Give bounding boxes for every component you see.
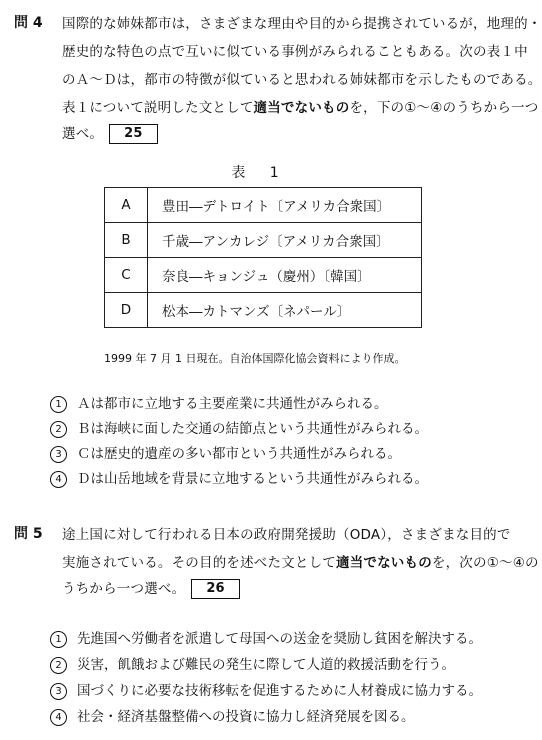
table-note: 1999 年 7 月 1 日現在。自治体国際化協会資料により作成。 — [104, 352, 406, 365]
table-key: B — [105, 223, 148, 258]
q5-text-line-1: 途上国に対して行われる日本の政府開発援助（ODA），さまざまな目的で — [62, 527, 511, 543]
table-key: A — [105, 188, 148, 223]
table-value: 奈良―キョンジュ（慶州）〔韓国〕 — [148, 258, 422, 293]
option-text: 先進国へ労働者を派遣して母国への送金を奨励し貧困を解決する。 — [77, 631, 482, 647]
q5-text-line-2-a: 実施されている。その目的を述べた文として — [62, 555, 336, 571]
q5-select-text: うちから一つ選べ。 — [62, 581, 186, 597]
option-number-1-icon: 1 — [50, 396, 67, 413]
option-number-1-icon: 1 — [50, 631, 67, 648]
table-key: C — [105, 258, 148, 293]
q4-option-2[interactable] — [50, 417, 428, 438]
q4-answer-box[interactable]: 25 — [109, 124, 158, 144]
table-1 — [104, 187, 422, 328]
q4-text-line-4 — [62, 96, 538, 116]
q5-option-3[interactable] — [50, 679, 482, 700]
option-number-2-icon: 2 — [50, 657, 67, 674]
option-text: Ａは都市に立地する主要産業に共通性がみられる。 — [77, 396, 388, 412]
option-text: 社会・経済基盤整備への投資に協力し経済発展を図る。 — [77, 709, 415, 725]
option-number-4-icon: 4 — [50, 471, 67, 488]
option-text: Ｄは山岳地域を背景に立地するという共通性がみられる。 — [77, 471, 428, 487]
q4-text-line-2: 歴史的な特色の点で互いに似ている事例がみられることもある。次の表１中 — [62, 44, 528, 60]
table-row — [105, 223, 422, 258]
table-row — [105, 258, 422, 293]
q5-option-2[interactable] — [50, 653, 455, 674]
table-key: D — [105, 293, 148, 328]
q5-option-4[interactable] — [50, 705, 415, 726]
q4-option-1[interactable] — [50, 392, 388, 413]
option-number-3-icon: 3 — [50, 446, 67, 463]
q4-label: 問 4 — [14, 15, 43, 31]
option-number-2-icon: 2 — [50, 421, 67, 438]
q4-emphasis: 適当でないもの — [253, 100, 350, 116]
q4-text-line-4-b: を，下の①～④のうちから一つ — [349, 100, 539, 116]
q5-label: 問 5 — [14, 526, 43, 542]
table-row — [105, 293, 422, 328]
option-text: 災害，飢餓および難民の発生に際して人道的救援活動を行う。 — [77, 657, 455, 673]
table-value: 豊田―デトロイト〔アメリカ合衆国〕 — [148, 188, 422, 223]
option-text: Ｂは海峡に面した交通の結節点という共通性がみられる。 — [77, 421, 428, 437]
table-value: 松本―カトマンズ〔ネパール〕 — [148, 293, 422, 328]
q4-text-line-5 — [62, 122, 158, 144]
option-text: Ｃは歴史的遺産の多い都市という共通性がみられる。 — [77, 446, 401, 462]
table-row — [105, 188, 422, 223]
option-text: 国づくりに必要な技術移転を促進するために人材養成に協力する。 — [77, 683, 482, 699]
q5-emphasis: 適当でないもの — [336, 555, 432, 571]
table-value: 千歳―アンカレジ〔アメリカ合衆国〕 — [148, 223, 422, 258]
q4-text-line-3: のＡ～Ｄは，都市の特徴が似ていると思われる姉妹都市を示したものである。 — [62, 72, 542, 88]
q4-option-3[interactable] — [50, 442, 401, 463]
q5-text-line-2-b: を，次の①～④の — [431, 555, 539, 571]
option-number-4-icon: 4 — [50, 709, 67, 726]
q4-select-text: 選べ。 — [62, 126, 104, 142]
q4-option-4[interactable] — [50, 467, 428, 488]
q5-text-line-3 — [62, 577, 240, 599]
q5-answer-box[interactable]: 26 — [191, 579, 240, 599]
table-title: 表 1 — [231, 165, 289, 181]
q4-text-line-4-a: 表１について説明した文として — [62, 100, 254, 116]
q5-option-1[interactable] — [50, 627, 482, 648]
q5-text-line-2 — [62, 551, 539, 571]
option-number-3-icon: 3 — [50, 683, 67, 700]
q4-text-line-1: 国際的な姉妹都市は，さまざまな理由や目的から提携されているが，地理的・ — [62, 16, 542, 32]
